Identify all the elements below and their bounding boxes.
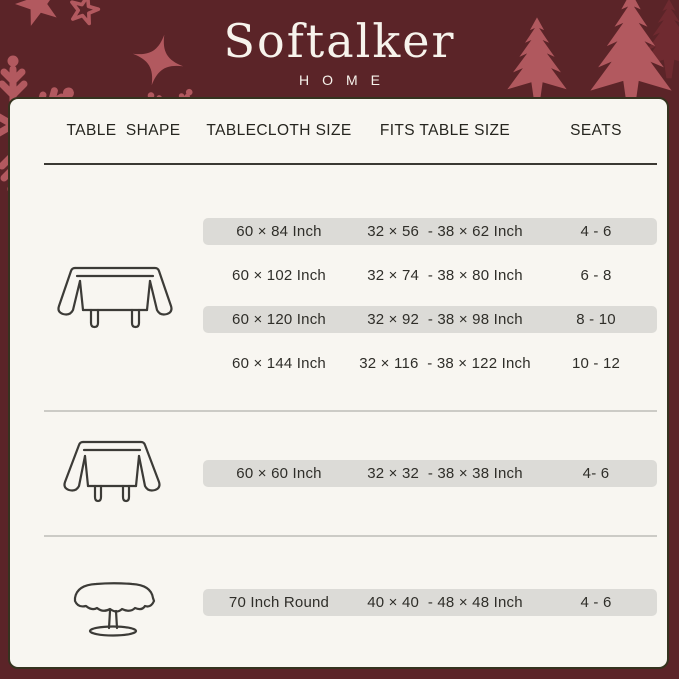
size-chart-card — [8, 97, 669, 669]
seats-cell: 4 - 6 — [580, 593, 612, 611]
brand-name: Softalker — [223, 14, 456, 68]
tablecloth-size-cell: 60 × 84 Inch — [236, 223, 322, 240]
column-header-fits-table-size: FITS TABLE SIZE — [379, 122, 511, 139]
size-rows — [203, 537, 657, 667]
seats-cell: 8 - 10 — [576, 311, 616, 328]
tablecloth-size-cell: 60 × 102 Inch — [232, 267, 326, 284]
size-table-row — [203, 350, 657, 377]
column-header-seats: SEATS — [570, 122, 622, 139]
size-rows — [203, 412, 657, 535]
fits-table-size-cell: 32 × 92 - 38 × 98 Inch — [367, 311, 523, 328]
table-shape-cell — [44, 165, 203, 410]
seats-cell: 4 - 6 — [580, 223, 612, 240]
tablecloth-size-cell: 60 × 120 Inch — [232, 311, 326, 328]
table-shape-cell — [44, 412, 203, 535]
seats-cell: 4- 6 — [582, 465, 610, 482]
fits-table-size-cell: 32 × 74 - 38 × 80 Inch — [367, 267, 523, 284]
tablecloth-size-cell: 60 × 144 Inch — [232, 355, 326, 372]
round-table-icon — [64, 577, 164, 639]
rectangle-table-icon — [50, 264, 180, 336]
seats-cell: 10 - 12 — [571, 355, 621, 372]
size-table-row — [203, 306, 657, 333]
fits-table-size-cell: 32 × 56 - 38 × 62 Inch — [367, 223, 523, 240]
size-table-header — [44, 99, 657, 165]
size-rows — [203, 165, 657, 410]
square-table-icon — [57, 438, 167, 512]
column-header-tablecloth-size: TABLECLOTH SIZE — [206, 122, 352, 139]
column-header-table-shape: TABLE SHAPE — [66, 122, 181, 139]
brand-tagline: HOME — [299, 72, 393, 88]
size-table-row — [203, 262, 657, 289]
brand-logo — [0, 14, 679, 88]
table-shape-cell — [44, 537, 203, 667]
fits-table-size-cell: 40 × 40 - 48 × 48 Inch — [367, 593, 523, 611]
size-table-row — [203, 589, 657, 616]
size-table-section — [44, 410, 657, 535]
size-table-row — [203, 218, 657, 245]
size-table-section — [44, 165, 657, 410]
fits-table-size-cell: 32 × 116 - 38 × 122 Inch — [359, 355, 531, 372]
size-table-row — [203, 460, 657, 487]
tablecloth-size-cell: 60 × 60 Inch — [236, 465, 322, 482]
size-table-section — [44, 535, 657, 667]
seats-cell: 6 - 8 — [580, 267, 612, 284]
tablecloth-size-cell: 70 Inch Round — [228, 593, 330, 611]
size-table-sections — [44, 165, 657, 667]
fits-table-size-cell: 32 × 32 - 38 × 38 Inch — [367, 465, 523, 482]
